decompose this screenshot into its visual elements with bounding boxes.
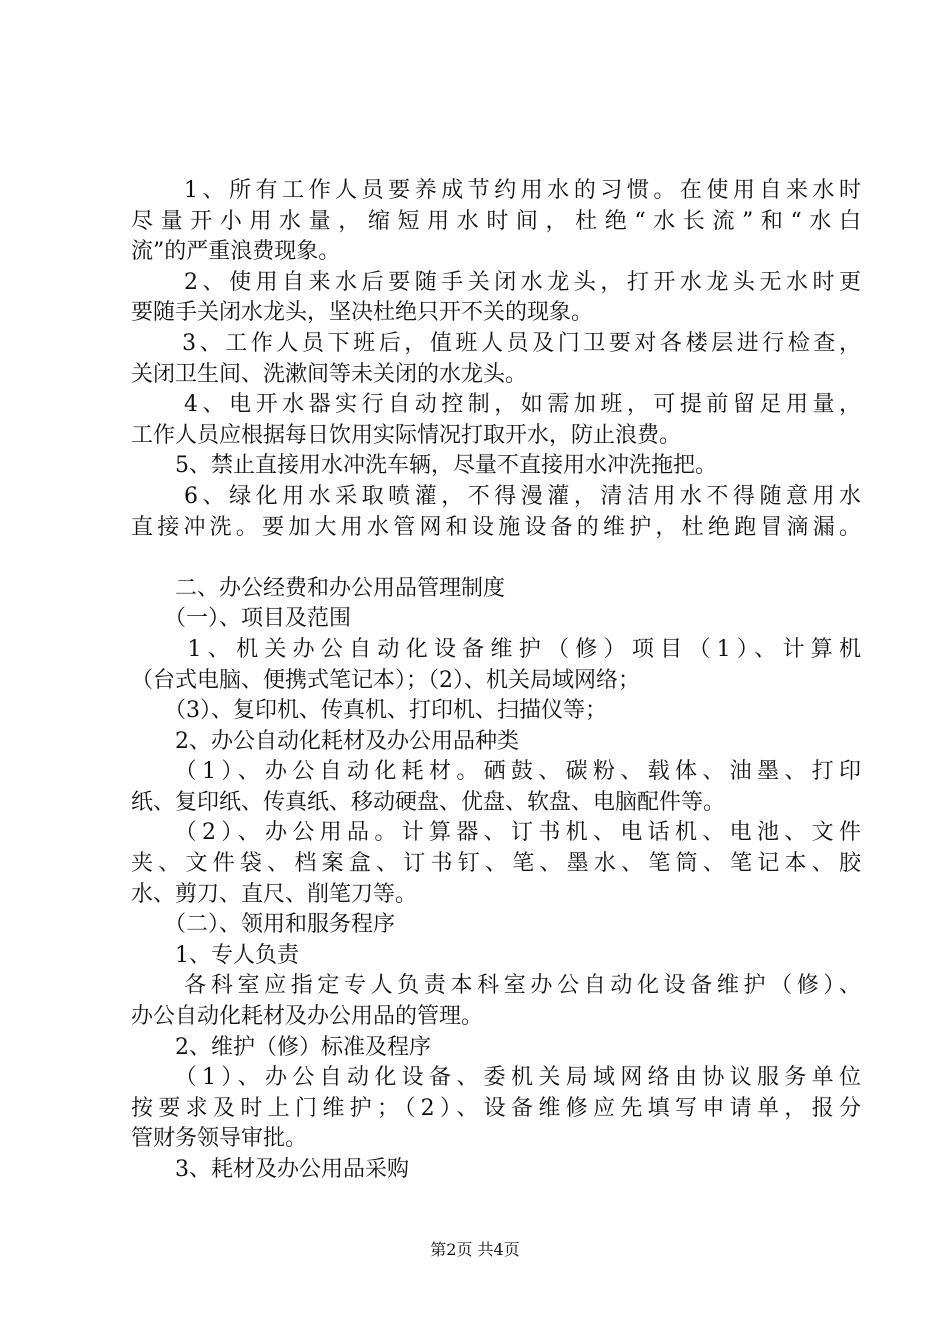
text-line: 1、机关办公自动化设备维护（修）项目（1）、计算机 [131, 636, 861, 662]
text-line: （1）、办公自动化设备、委机关局域网络由协议服务单位 [131, 1065, 861, 1091]
text-line: 工作人员应根据每日饮用实际情况打取开水，防止浪费。 [131, 422, 682, 448]
section-heading: 二、办公经费和办公用品管理制度 [131, 575, 506, 601]
text-line: （台式电脑、便携式笔记本）；（2）、机关局域网络； [131, 667, 640, 693]
text-line: 按要求及时上门维护；（2）、设备维修应先填写申请单，报分 [131, 1095, 861, 1121]
text-line: 4、电开水器实行自动控制，如需加班，可提前留足用量， [131, 392, 861, 418]
document-body [131, 176, 861, 1186]
text-line: 关闭卫生间、洗漱间等未关闭的水龙头。 [131, 361, 528, 387]
text-line: （1）、办公自动化耗材。硒鼓、碳粉、载体、油墨、打印 [131, 759, 861, 785]
text-line: （2）、办公用品。计算器、订书机、电话机、电池、文件 [131, 820, 861, 846]
subsection-heading: （二）、领用和服务程序 [131, 912, 396, 938]
text-line: 各科室应指定专人负责本科室办公自动化设备维护（修）、 [131, 973, 861, 999]
text-line: 直接冲洗。要加大用水管网和设施设备的维护，杜绝跑冒滴漏。 [131, 514, 861, 540]
text-line: 1、所有工作人员要养成节约用水的习惯。在使用自来水时 [131, 178, 861, 203]
subsection-heading: （一）、项目及范围 [131, 606, 352, 632]
text-line: 2、使用自来水后要随手关闭水龙头，打开水龙头无水时更 [131, 269, 861, 295]
text-line: 5、禁止直接用水冲洗车辆，尽量不直接用水冲洗拖把。 [131, 453, 717, 479]
text-line: 流”的严重浪费现象。 [131, 239, 341, 265]
text-line: 3、工作人员下班后，值班人员及门卫要对各楼层进行检查， [131, 330, 861, 356]
page-number-footer: 第2页 共4页 [430, 1240, 520, 1259]
text-line: 3、耗材及办公用品采购 [131, 1157, 409, 1182]
text-line: 纸、复印纸、传真纸、移动硬盘、优盘、软盘、电脑配件等。 [131, 789, 726, 815]
text-line: 办公自动化耗材及办公用品的管理。 [131, 1004, 484, 1030]
text-line: 管财务领导审批。 [131, 1126, 308, 1152]
text-line: 尽量开小用水量，缩短用水时间，杜绝“水长流”和“水白 [131, 208, 861, 234]
text-line: 水、剪刀、直尺、削笔刀等。 [131, 881, 418, 907]
text-line: 2、办公自动化耗材及办公用品种类 [131, 728, 519, 754]
text-line: 2、维护（修）标准及程序 [131, 1034, 431, 1060]
text-line: （3）、复印机、传真机、打印机、扫描仪等； [131, 698, 607, 724]
text-line: 1、专人负责 [131, 942, 299, 968]
blank-line [131, 543, 861, 574]
text-line: 夹、文件袋、档案盒、订书钉、笔、墨水、笔筒、笔记本、胶 [131, 851, 861, 877]
text-line: 要随手关闭水龙头，坚决杜绝只开不关的现象。 [131, 300, 594, 326]
text-line: 6、绿化用水采取喷灌，不得漫灌，清洁用水不得随意用水 [131, 483, 861, 509]
